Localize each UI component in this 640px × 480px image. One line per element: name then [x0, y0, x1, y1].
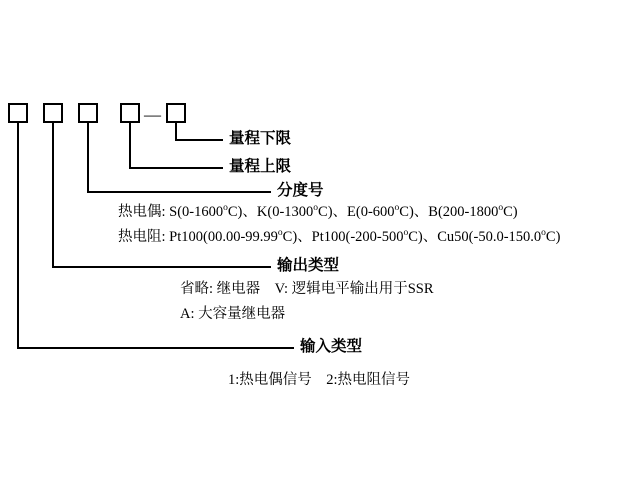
thermocouple-prefix: 热电偶:	[118, 204, 170, 220]
rtd-seg-1: C)、Pt100(-200-500	[282, 229, 404, 245]
thermocouple-seg-2: C)、E(0-600	[318, 204, 395, 220]
code-box-graduation	[78, 103, 98, 123]
rtd-seg-2: C)、Cu50(-50.0-150.0	[408, 229, 542, 245]
label-input-type: 输入类型	[300, 338, 363, 355]
degree-symbol: o	[277, 228, 283, 239]
leader-range-upper-vertical	[129, 123, 131, 169]
degree-symbol: o	[313, 203, 319, 214]
label-range-upper: 量程上限	[229, 158, 292, 175]
thermocouple-seg-0: S(0-1600	[169, 204, 224, 220]
leader-range-upper-horizontal	[129, 167, 223, 169]
input-rtd-option: 2:热电阻信号	[326, 372, 411, 388]
code-box-range-lower	[166, 103, 186, 123]
degree-symbol: o	[223, 203, 228, 214]
rtd-seg-0: Pt100(00.00-99.99	[169, 229, 278, 245]
code-box-input-type	[8, 103, 28, 123]
rtd-prefix: 热电阻:	[118, 229, 170, 245]
detail-rtd	[118, 228, 560, 246]
code-dash: —	[144, 105, 161, 124]
leader-input-type-horizontal	[17, 347, 294, 349]
thermocouple-seg-3: C)、B(200-1800	[399, 204, 499, 220]
code-box-output-type	[43, 103, 63, 123]
output-ssr-option: V: 逻辑电平输出用于SSR	[274, 281, 434, 297]
thermocouple-seg-1: C)、K(0-1300	[227, 204, 314, 220]
degree-symbol: o	[403, 228, 409, 239]
detail-thermocouple	[118, 203, 518, 221]
leader-input-type-vertical	[17, 123, 19, 349]
code-box-range-upper	[120, 103, 140, 123]
label-output-type: 输出类型	[277, 257, 340, 274]
leader-range-lower-horizontal	[175, 139, 223, 141]
leader-output-type-horizontal	[52, 266, 271, 268]
rtd-seg-3: C)	[545, 229, 561, 245]
output-relay-option: 省略: 继电器	[180, 281, 261, 297]
label-graduation: 分度号	[277, 182, 324, 199]
label-range-lower: 量程下限	[229, 130, 292, 147]
input-thermocouple-option: 1:热电偶信号	[228, 372, 312, 388]
leader-graduation-vertical	[87, 123, 89, 193]
degree-symbol: o	[541, 228, 546, 239]
detail-output-line-1	[180, 280, 434, 298]
detail-input-line	[228, 371, 410, 389]
thermocouple-seg-4: C)	[503, 204, 518, 220]
detail-output-line-2: A: 大容量继电器	[180, 306, 286, 322]
degree-symbol: o	[394, 203, 400, 214]
leader-output-type-vertical	[52, 123, 54, 268]
leader-graduation-horizontal	[87, 191, 271, 193]
degree-symbol: o	[498, 203, 504, 214]
